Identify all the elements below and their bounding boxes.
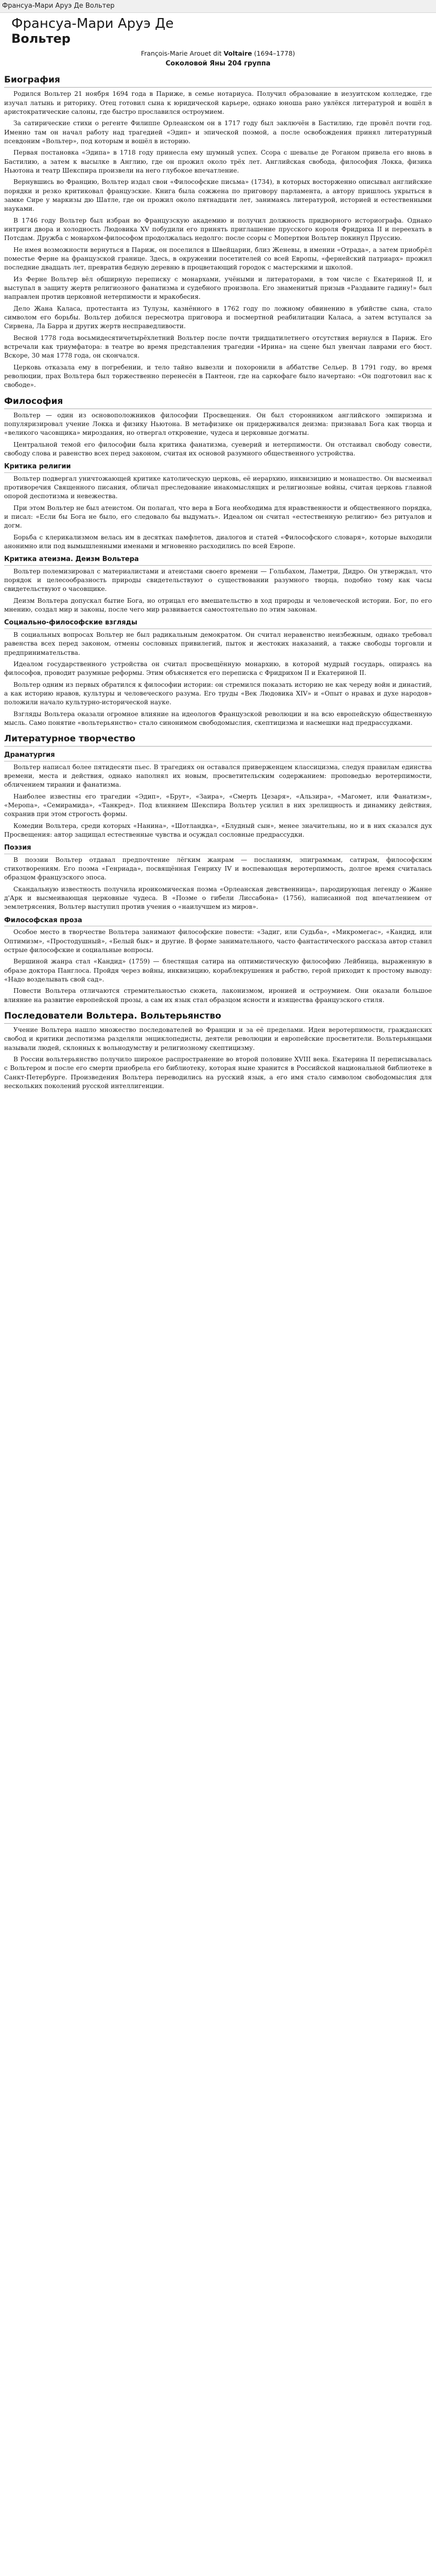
paragraph: Скандальную известность получила ироикомическая поэма «Орлеанская девственница», пародирующая легенду о Жанне д'Арк и высмеивающая церковные чудеса. В «Поэме о гибели Лиссабона» (1756), написанной под впечатлением от землетрясения, Вольтер выступил против учения о «наилучшем из миров».	[4, 885, 432, 911]
subsection-heading-social-views: Социально-философские взгляды	[4, 618, 432, 629]
paragraph: Родился Вольтер 21 ноября 1694 года в Париже, в семье нотариуса. Получил образование в иезуитском колледже, где изучал латынь и риторику. Отец готовил сына к юридической карьере, однако юноша рано увлёкся литературой и вошёл в аристократические салоны, где быстро прославился остроумием.	[4, 90, 432, 115]
paragraph: За сатирические стихи о регенте Филиппе Орлеанском он в 1717 году был заключён в Бастилию, где провёл почти год. Именно там он начал работу над трагедией «Эдип» и эпической поэмой, а после освобождения принял литературный псевдоним «Вольтер», под которым и вошёл в историю.	[4, 120, 432, 145]
subsection-heading-religion-critique: Критика религии	[4, 462, 432, 472]
paragraph: В России вольтерьянство получило широкое распространение во второй половине XVIII века. Екатерина II переписывалась с Вольтером и после его смерти приобрела его библиотеку, которая ныне хранится в Российской национальной библиотеке в Санкт-Петербурге. Произведения Вольтера переводились на русский язык, а его имя стало символом свободомыслия для нескольких поколений русской интеллигенции.	[4, 1055, 432, 1090]
paragraph: Церковь отказала ему в погребении, и тело тайно вывезли и похоронили в аббатстве Сельер. В 1791 году, во время революции, прах Вольтера был торжественно перенесён в Пантеон, где на саркофаге было начертано: «Он подготовил нас к свободе».	[4, 363, 432, 389]
page-title: Франсуа-Мари Аруэ Де	[11, 16, 174, 31]
paragraph: Вольтер полемизировал с материалистами и атеистами своего времени — Гольбахом, Ламетри, Дидро. Он утверждал, что порядок и целесообразность природы свидетельствуют о существовании разумного творца, подобно тому как часы свидетельствуют о часовщике.	[4, 567, 432, 593]
paragraph: Из Ферне Вольтер вёл обширную переписку с монархами, учёными и литераторами, в том числе с Екатериной II, и выступал в защиту жертв религиозного фанатизма и судебного произвола. Его знаменитый призыв «Раздавите гадину!» был направлен против церковной нетерпимости и мракобесия.	[4, 275, 432, 301]
original-name-line	[4, 49, 432, 58]
original-name-prefix: François-Marie Arouet dit	[141, 49, 224, 57]
paragraph: В 1746 году Вольтер был избран во Французскую академию и получил должность придворного историографа. Однако интриги двора и холодность Людовика XV побудили его принять приглашение прусского короля Фридриха II и переехать в Потсдам. Дружба с монархом-философом продолжалась недолго: после ссоры с Мопертюи Вольтер покинул Пруссию.	[4, 216, 432, 242]
section-heading-biography: Биография	[4, 74, 432, 88]
subsection-heading-drama: Драматургия	[4, 751, 432, 761]
subsection-heading-poetry: Поэзия	[4, 843, 432, 854]
document-body	[0, 13, 436, 1104]
paragraph: Вернувшись во Францию, Вольтер издал свои «Философские письма» (1734), в которых восторженно описывал английские порядки и резко критиковал французские. Книга была сожжена по приговору парламента, а автору пришлось укрыться в замке Сире у маркизы дю Шатле, где он прожил около пятнадцати лет, занимаясь литературой, историей и естественными науками.	[4, 178, 432, 213]
page-title-line2: Вольтер	[11, 31, 71, 46]
paragraph: Весной 1778 года восьмидесятичетырёхлетний Вольтер после почти тридцатилетнего отсутствия вернулся в Париж. Его встречали как триумфатора: в театре во время представления трагедии «Ирина» на сцене был увенчан лаврами его бюст. Вскоре, 30 мая 1778 года, он скончался.	[4, 334, 432, 360]
paragraph: Вольтер написал более пятидесяти пьес. В трагедиях он оставался приверженцем классицизма, следуя правилам единства времени, места и действия, однако наполнял их новым, просветительским содержанием: проповедью веротерпимости, обличением тирании и фанатизма.	[4, 763, 432, 789]
paragraph: Комедии Вольтера, среди которых «Нанина», «Шотландка», «Блудный сын», менее значительны, но и в них сказался дух Просвещения: автор защищал естественные чувства и осуждал сословные предрассудки.	[4, 822, 432, 839]
paragraph: Взгляды Вольтера оказали огромное влияние на идеологов Французской революции и на всю европейскую общественную мысль. Само понятие «вольтерьянство» стало синонимом свободомыслия, скептицизма и насмешки над предрассудками.	[4, 710, 432, 726]
paragraph: Вершиной жанра стал «Кандид» (1759) — блестящая сатира на оптимистическую философию Лейбница, выраженную в образе доктора Панглоса. Пройдя через войны, инквизицию, кораблекрушения и рабство, герой приходит к простому выводу: «Надо возделывать свой сад».	[4, 958, 432, 983]
paragraph: В поэзии Вольтер отдавал предпочтение лёгким жанрам — посланиям, эпиграммам, сатирам, философским стихотворениям. Его поэма «Генриада», посвящённая Генриху IV и воспевающая веротерпимость, долгое время считалась образцом французского эпоса.	[4, 856, 432, 882]
original-name-bold: Voltaire	[223, 49, 252, 57]
paragraph: В социальных вопросах Вольтер не был радикальным демократом. Он считал неравенство неизбежным, однако требовал равенства всех перед законом, отмены сословных привилегий, пыток и жестоких наказаний, а также свободы торговли и предпринимательства.	[4, 631, 432, 656]
section-heading-philosophy: Философия	[4, 395, 432, 409]
paragraph: Не имея возможности вернуться в Париж, он поселился в Швейцарии, близ Женевы, в имении «Отрада», а затем приобрёл поместье Ферне на французской границе. Здесь, в окружении посетителей со всей Европы, «фернейский патриарх» прожил последние двадцать лет, превратив бедную деревню в процветающий городок с мастерскими и школой.	[4, 246, 432, 272]
document-tab-title: Франсуа-Мари Аруэ Де Вольтер	[2, 2, 115, 10]
paragraph: Идеалом государственного устройства он считал просвещённую монархию, в которой мудрый государь, опираясь на философов, проводит разумные реформы. Этим объясняется его переписка с Фридрихом II и Екатериной II.	[4, 660, 432, 677]
paragraph: Вольтер — один из основоположников философии Просвещения. Он был сторонником английского эмпиризма и популяризировал учение Локка и физику Ньютона. В метафизике он придерживался деизма: признавал Бога как творца и «великого часовщика» мироздания, но отвергал откровение, чудеса и церковные догматы.	[4, 411, 432, 437]
original-name-years: (1694–1778)	[252, 49, 295, 57]
paragraph: При этом Вольтер не был атеистом. Он полагал, что вера в Бога необходима для нравственности и общественного порядка, и писал: «Если бы Бога не было, его следовало бы выдумать». Идеалом он считал «естественную религию» без ритуалов и догм.	[4, 504, 432, 530]
section-heading-followers: Последователи Вольтера. Вольтерьянство	[4, 1010, 432, 1024]
paragraph: Вольтер одним из первых обратился к философии истории: он стремился показать историю не как череду войн и династий, а как историю нравов, культуры и человеческого разума. Его труды «Век Людовика XIV» и «Опыт о нравах и духе народов» положили начало культурно-исторической науке.	[4, 681, 432, 706]
paragraph: Первая постановка «Эдипа» в 1718 году принесла ему шумный успех. Ссора с шевалье де Роганом привела его вновь в Бастилию, а затем к высылке в Англию, где он прожил около трёх лет. Английская свобода, философия Локка, физика Ньютона и театр Шекспира произвели на него глубокое впечатление.	[4, 149, 432, 174]
browser-title-bar	[0, 0, 436, 13]
paragraph: Наиболее известны его трагедии «Эдип», «Брут», «Заира», «Смерть Цезаря», «Альзира», «Магомет, или Фанатизм», «Меропа», «Семирамида», «Танкред». Под влиянием Шекспира Вольтер усилил в них зрелищность и динамику действия, сохранив при этом строгость формы.	[4, 792, 432, 818]
paragraph: Деизм Вольтера допускал бытие Бога, но отрицал его вмешательство в ход природы и человеческой истории. Бог, по его мнению, создал мир и законы, после чего мир развивается самостоятельно по этим законам.	[4, 597, 432, 614]
paragraph: Дело Жана Каласа, протестанта из Тулузы, казнённого в 1762 году по ложному обвинению в убийстве сына, стало символом его борьбы. Вольтер добился пересмотра приговора и посмертной реабилитации Каласа, а затем вступался за Сирвена, Ла Барра и других жертв несправедливости.	[4, 304, 432, 330]
paragraph: Учение Вольтера нашло множество последователей во Франции и за её пределами. Идеи веротерпимости, гражданских свобод и критики деспотизма разделяли энциклопедисты, деятели революции и европейские просветители. Вольтерьянцами называли людей, склонных к вольнодумству и религиозному скептицизму.	[4, 1026, 432, 1052]
section-heading-literature: Литературное творчество	[4, 733, 432, 747]
paragraph: Вольтер подвергал уничтожающей критике католическую церковь, её иерархию, инквизицию и монашество. Он высмеивал противоречия Священного писания, обличал преследование инакомыслящих и религиозные войны, считая церковь главной опорой деспотизма и невежества.	[4, 474, 432, 500]
author-group-line: Соколовой Яны 204 группа	[165, 59, 271, 67]
subsection-heading-prose: Философская проза	[4, 916, 432, 926]
paragraph: Особое место в творчестве Вольтера занимают философские повести: «Задиг, или Судьба», «Микромегас», «Кандид, или Оптимизм», «Простодушный», «Белый бык» и другие. В форме занимательного, часто фантастического рассказа автор ставил острые философские и социальные вопросы.	[4, 928, 432, 954]
subsection-heading-deism: Критика атеизма. Деизм Вольтера	[4, 555, 432, 565]
paragraph: Борьба с клерикализмом велась им в десятках памфлетов, диалогов и статей «Философского словаря», которые выходили анонимно или под вымышленными именами и мгновенно расходились по всей Европе.	[4, 533, 432, 550]
paragraph: Повести Вольтера отличаются стремительностью сюжета, лаконизмом, иронией и остроумием. Они оказали большое влияние на развитие европейской прозы, а сам их язык стал образцом ясности и изящества французского стиля.	[4, 987, 432, 1004]
paragraph: Центральной темой его философии была критика фанатизма, суеверий и нетерпимости. Он отстаивал свободу совести, свободу слова и равенство всех перед законом, считая их основой разумного общественного устройства.	[4, 440, 432, 457]
